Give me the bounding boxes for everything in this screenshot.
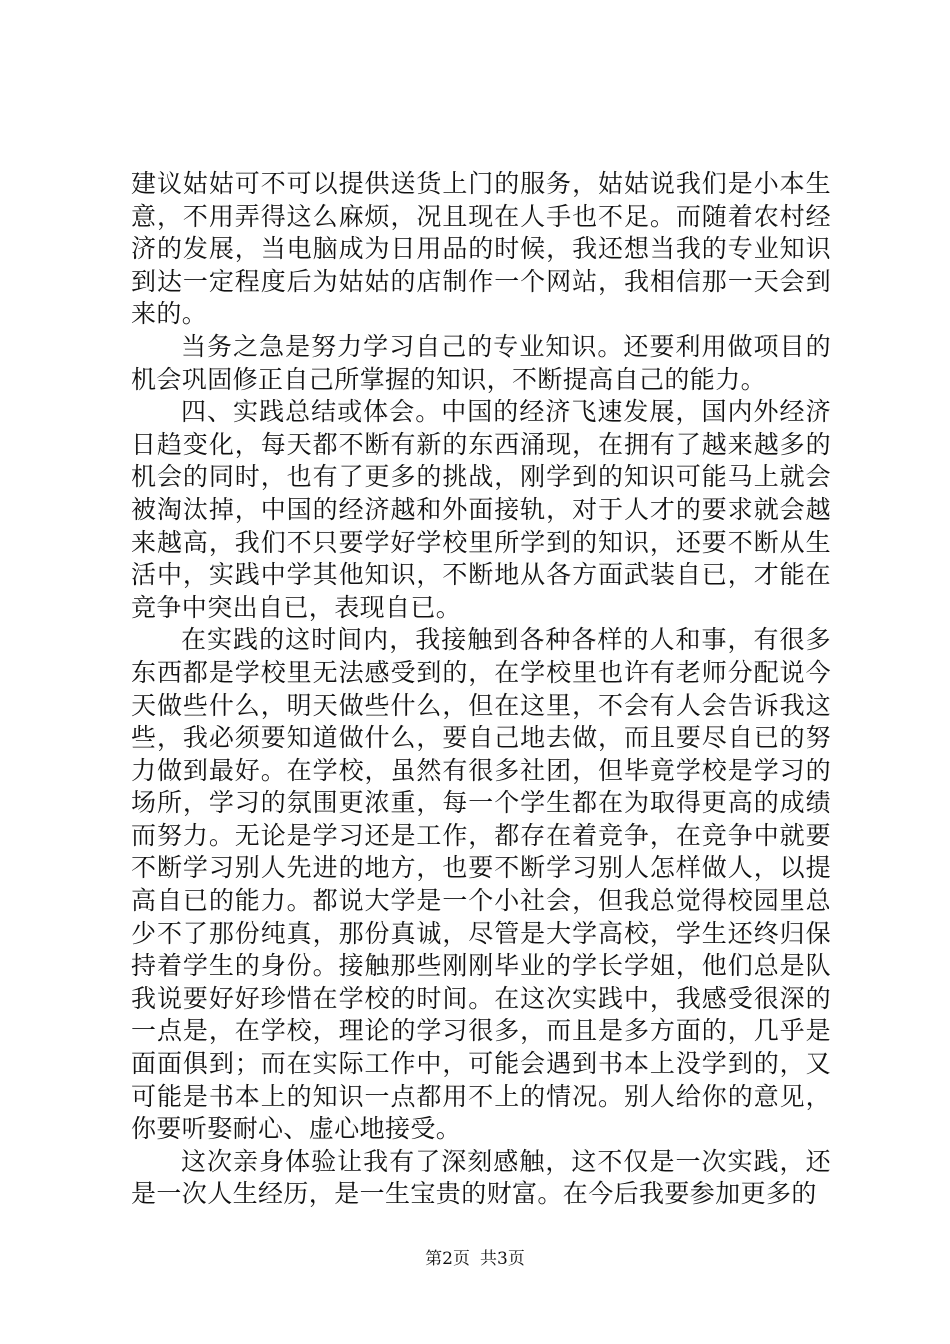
paragraph-section-four: 四、实践总结或体会。中国的经济飞速发展，国内外经济日趋变化，每天都不断有新的东西涌现，在拥有了越来越多的机会的同时，也有了更多的挑战，刚学到的知识可能马上就会被淘汰掉，中国的经济越和外面接轨，对于人才的要求就会越来越高，我们不只要学好学校里所学到的知识，还要不断从生活中，实践中学其他知识，不断地从各方面武装自已，才能在竞争中突出自已，表现自已。 (131, 397, 831, 622)
paragraph: 在实践的这时间内，我接触到各种各样的人和事，有很多东西都是学校里无法感受到的，在学校里也许有老师分配说今天做些什么，明天做些什么，但在这里，不会有人会告诉我这些，我必须要知道做什么，要自己地去做，而且要尽自已的努力做到最好。在学校，虽然有很多社团，但毕竟学校是学习的场所，学习的氛围更浓重，每一个学生都在为取得更高的成绩而努力。无论是学习还是工作，都存在着竞争，在竞争中就要不断学习别人先进的地方，也要不断学习别人怎样做人，以提高自已的能力。都说大学是一个小社会，但我总觉得校园里总少不了那份纯真，那份真诚，尽管是大学高校，学生还终归保持着学生的身份。接触那些刚刚毕业的学长学姐，他们总是队我说要好好珍惜在学校的时间。在这次实践中，我感受很深的一点是，在学校，理论的学习很多，而且是多方面的，几乎是面面俱到；而在实际工作中，可能会遇到书本上没学到的，又可能是书本上的知识一点都用不上的情况。别人给你的意见，你要听娶耐心、虚心地接受。 (131, 625, 831, 1144)
paragraph: 这次亲身体验让我有了深刻感触，这不仅是一次实践，还是一次人生经历，是一生宝贵的财富。在今后我要参加更多的 (131, 1146, 831, 1209)
document-body (131, 168, 831, 1211)
paragraph: 当务之急是努力学习自己的专业知识。还要利用做项目的机会巩固修正自己所掌握的知识，不断提高自己的能力。 (131, 331, 831, 394)
page-number: 第2页 (425, 1249, 470, 1269)
paragraph-continuation: 建议姑姑可不可以提供送货上门的服务，姑姑说我们是小本生意，不用弄得这么麻烦，况且现在人手也不足。而随着农村经济的发展，当电脑成为日用品的时候，我还想当我的专业知识到达一定程度后为姑姑的店制作一个网站，我相信那一天会到来的。 (131, 169, 831, 329)
page-total: 共3页 (480, 1249, 525, 1269)
page-footer (0, 1244, 950, 1269)
